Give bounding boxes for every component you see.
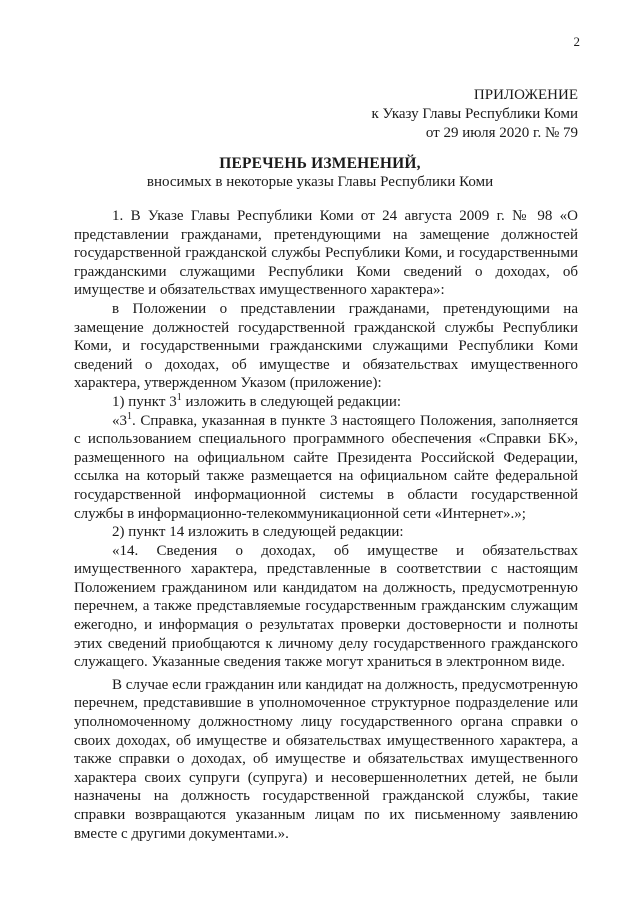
document-body bbox=[74, 207, 578, 843]
paragraph-3-start: 1) пункт 3 bbox=[112, 393, 177, 410]
paragraph-7: В случае если гражданин или кандидат на должность, предусмотренную перечнем, представившие в уполномоченное структурное подразделение или уполномоченному должностному лицу государственного органа справки о своих доходах, об имуществе и обязательствах имущественного характера, а также справки о доходах, об имуществе и обязательствах имущественного характера своих супруги (супруга) и несовершеннолетних детей, не были назначены на должность государственной гражданской службы, такие справки возвращаются указанным лицам по их письменному заявлению вместе с другими документами.». bbox=[74, 676, 578, 842]
paragraph-4 bbox=[74, 412, 578, 524]
paragraph-1: 1. В Указе Главы Республики Коми от 24 августа 2009 г. № 98 «О представлении гражданами, претендующими на замещение должностей государственной гражданской службы Республики Коми, и государственными гражданскими служащими Республики Коми сведений о доходах, об имуществе и обязательствах имущественного характера»: bbox=[74, 208, 578, 299]
appendix-label: ПРИЛОЖЕНИЕ bbox=[473, 87, 578, 103]
paragraph-3-end: изложить в следующей редакции: bbox=[181, 393, 402, 410]
page-number: 2 bbox=[573, 34, 580, 49]
document-subtitle: вносимых в некоторые указы Главы Республики Коми bbox=[146, 174, 494, 190]
appendix-decree-date: от 29 июля 2020 г. № 79 bbox=[425, 125, 578, 141]
appendix-header bbox=[371, 86, 578, 143]
paragraph-4-end: . Справка, указанная в пункте 3 настоящего Положения, заполняется с использованием специального программного обеспечения «Справки БК», размещенного на официальном сайте Президента Российской Федерации, ссылка на который также размещается на официальном сайте федеральной государственной информационной системы в области государственной службы в информационно-телекоммуникационной сети «Интернет».»; bbox=[74, 412, 578, 522]
paragraph-5: 2) пункт 14 изложить в следующей редакции: bbox=[112, 524, 404, 541]
paragraph-4-superscript: 1 bbox=[127, 410, 132, 422]
paragraph-6: «14. Сведения о доходах, об имуществе и обязательствах имущественного характера, представленные в соответствии с настоящим Положением гражданином или кандидатом на должность, предусмотренную перечнем, а также представляемые государственным гражданским служащим ежегодно, и информация о результатах проверки достоверности и полноты этих сведений приобщаются к личному делу государственного гражданского служащего. Указанные сведения также могут храниться в электронном виде. bbox=[74, 542, 578, 671]
appendix-decree-ref: к Указу Главы Республики Коми bbox=[371, 106, 578, 122]
paragraph-3 bbox=[74, 393, 578, 412]
paragraph-2: в Положении о представлении гражданами, претендующими на замещение должностей государственной гражданской службы Республики Коми, и государственными гражданскими служащими Республики Коми сведений о доходах, об имуществе и обязательствах имущественного характера, утвержденном Указом (приложение): bbox=[74, 300, 578, 392]
paragraph-3-superscript: 1 bbox=[176, 391, 182, 403]
document-title: ПЕРЕЧЕНЬ ИЗМЕНЕНИЙ, bbox=[219, 155, 421, 172]
document-heading bbox=[0, 154, 640, 192]
paragraph-4-start: «3 bbox=[112, 412, 127, 429]
